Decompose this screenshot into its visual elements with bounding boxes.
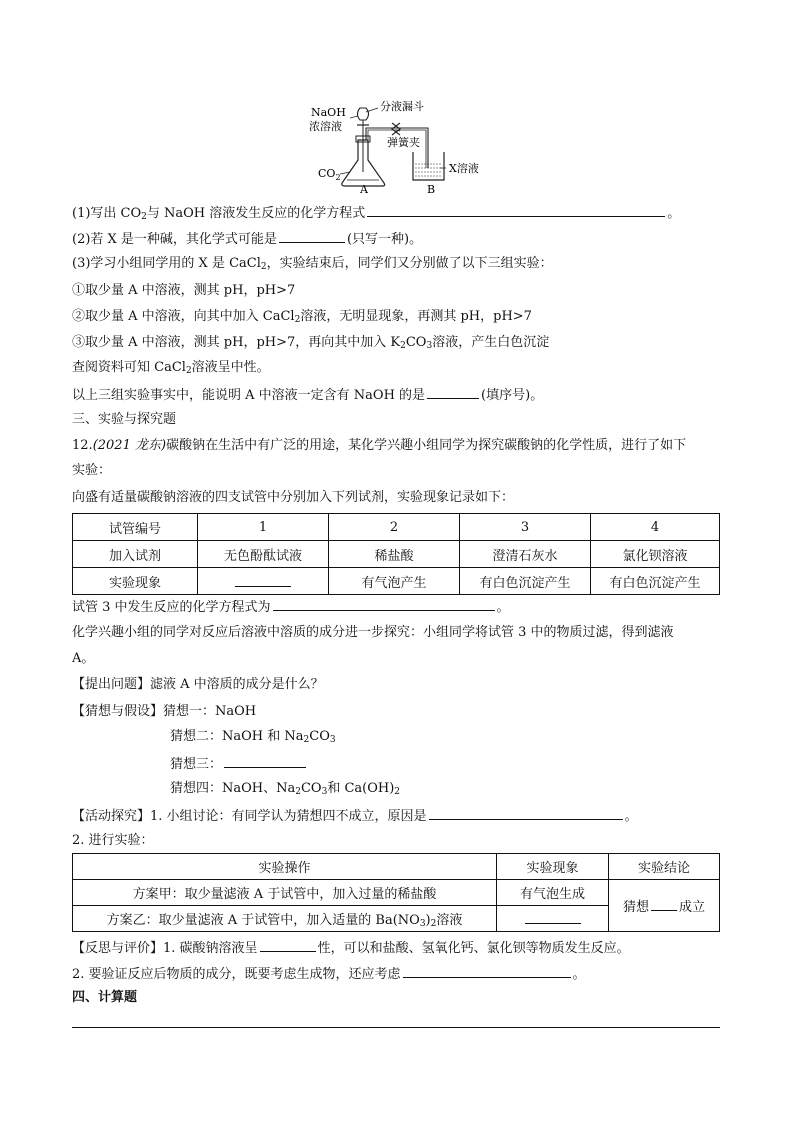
naoh-label-1: NaOH [311, 106, 346, 119]
hypothesis-3: 猜想三： [170, 753, 308, 775]
table-cell: 澄清石灰水 [460, 541, 591, 568]
results-table [72, 513, 720, 595]
table-cell: 3 [460, 514, 591, 541]
explore-text-cont: A。 [72, 651, 95, 666]
explore-text: 化学兴趣小组的同学对反应后溶液中溶质的成分进一步探究：小组同学将试管 3 中的物质过滤，得到滤液 [72, 625, 674, 640]
table-header: 实验结论 [609, 854, 720, 880]
hypothesis-4: 猜想四：NaOH、$Na_2CO_3$和 $Ca(OH)_2$ [170, 781, 401, 797]
beaker-label-b: B [427, 183, 436, 196]
table-row [73, 854, 720, 880]
conclusion-cell: 猜想 成立 [609, 880, 720, 932]
table-row [73, 568, 720, 595]
tube3-answer-blank[interactable] [273, 596, 495, 611]
q3-conclusion: 以上三组实验事实中，能说明 A 中溶液一定含有 NaOH 的是 (填序号)。 [72, 384, 543, 406]
q12-setup: 向盛有适量碳酸钠溶液的四支试管中分别加入下列试剂，实验现象记录如下： [72, 490, 515, 505]
hypothesis-1: 【猜想与假设】猜想一：NaOH [72, 704, 257, 719]
q1: (1)写出 $CO_2$与 NaOH 溶液发生反应的化学方程式 。 [72, 202, 680, 224]
table-cell: 1 [198, 514, 329, 541]
reflect-1: 【反思与评价】1. 碳酸钠溶液呈 性，可以和盐酸、氢氧化钙、氯化钡等物质发生反应。 [72, 937, 630, 959]
q12-text: 12.(2021 龙东)碳酸钠在生活中有广泛的用途，某化学兴趣小组同学为探究碳酸钠的化学性质，进行了如下 [72, 438, 687, 453]
apparatus-diagram [0, 0, 794, 200]
table-cell: 加入试剂 [73, 541, 198, 568]
table-row [73, 514, 720, 541]
q1-answer-blank[interactable] [367, 202, 665, 217]
reflect-2-blank[interactable] [403, 963, 571, 978]
table-cell: 有气泡生成 [497, 880, 609, 906]
table-header: 实验操作 [73, 854, 497, 880]
q3-item-1: ①取少量 A 中溶液，测其 pH，pH>7 [72, 283, 296, 298]
funnel-label: 分液漏斗 [380, 100, 424, 113]
table-cell: 无色酚酞试液 [198, 541, 329, 568]
q3-item-2: ②取少量 A 中溶液，向其中加入 CaCl$_2$溶液，无明显现象，再测其 pH，pH>7 [72, 309, 532, 325]
activity-2: 2. 进行实验： [72, 833, 154, 848]
section-4-title: 四、计算题 [72, 990, 138, 1005]
question-line: 【提出问题】滤液 A 中溶质的成分是什么？ [72, 677, 324, 692]
separatory-funnel [358, 108, 369, 120]
table-cell: 有白色沉淀产生 [460, 568, 591, 595]
table-cell: 2 [329, 514, 460, 541]
table-row [73, 880, 720, 906]
reflect-2: 2. 要验证反应后物质的成分，既要考虑生成物，还应考虑 。 [72, 963, 586, 985]
tube1-answer-blank[interactable] [235, 572, 291, 587]
experiment-table [72, 853, 720, 932]
clamp-label: 弹簧夹 [387, 136, 420, 149]
table-row [73, 541, 720, 568]
table-cell: 有白色沉淀产生 [591, 568, 720, 595]
q12-text-cont: 实验： [72, 463, 112, 478]
answer-line[interactable] [72, 1027, 720, 1028]
x-solution-label: X溶液 [449, 162, 479, 175]
q2: (2)若 X 是一种碱，其化学式可能是 (只写一种)。 [72, 228, 422, 250]
q3-item-3: ③取少量 A 中溶液，测其 pH，pH>7，再向其中加入 $K_2CO_3$溶液，产生白色沉淀 [72, 335, 550, 351]
hypothesis-3-blank[interactable] [224, 753, 306, 768]
activity-1-blank[interactable] [429, 805, 623, 820]
hypothesis-2: 猜想二：NaOH 和 $Na_2CO_3$ [170, 729, 336, 745]
table-cell: 实验现象 [73, 568, 198, 595]
table-cell: 试管编号 [73, 514, 198, 541]
q3-answer-blank[interactable] [427, 384, 479, 399]
reflect-1-blank[interactable] [260, 937, 316, 952]
table-header: 实验现象 [497, 854, 609, 880]
table-cell-blank [198, 568, 329, 595]
co2-label: $CO_2$ [318, 167, 341, 182]
q3-intro: (3)学习小组同学用的 X 是 CaCl$_2$，实验结束后，同学们又分别做了以下三组实验： [72, 256, 553, 272]
spring-clamp [392, 123, 400, 135]
table-cell: 4 [591, 514, 720, 541]
table-cell: 有气泡产生 [329, 568, 460, 595]
activity-1: 【活动探究】1. 小组讨论：有同学认为猜想四不成立，原因是 。 [72, 805, 638, 827]
table-cell-blank [497, 906, 609, 932]
q3-note: 查阅资料可知 CaCl$_2$溶液呈中性。 [72, 360, 270, 376]
naoh-label-2: 浓溶液 [309, 120, 342, 133]
table-cell: 稀盐酸 [329, 541, 460, 568]
flask-label-a: A [360, 183, 368, 196]
q2-answer-blank[interactable] [279, 228, 345, 243]
tube3-equation: 试管 3 中发生反应的化学方程式为 。 [72, 596, 510, 618]
section-3-title: 三、实验与探究题 [72, 412, 177, 427]
table-cell: 氯化钡溶液 [591, 541, 720, 568]
table-cell: 方案甲：取少量滤液 A 于试管中，加入过量的稀盐酸 [73, 880, 497, 906]
plan-b-answer-blank[interactable] [525, 909, 581, 924]
conclusion-blank[interactable] [651, 896, 677, 911]
table-cell: 方案乙：取少量滤液 A 于试管中，加入适量的 $Ba(NO_3)_2$溶液 [73, 906, 497, 932]
